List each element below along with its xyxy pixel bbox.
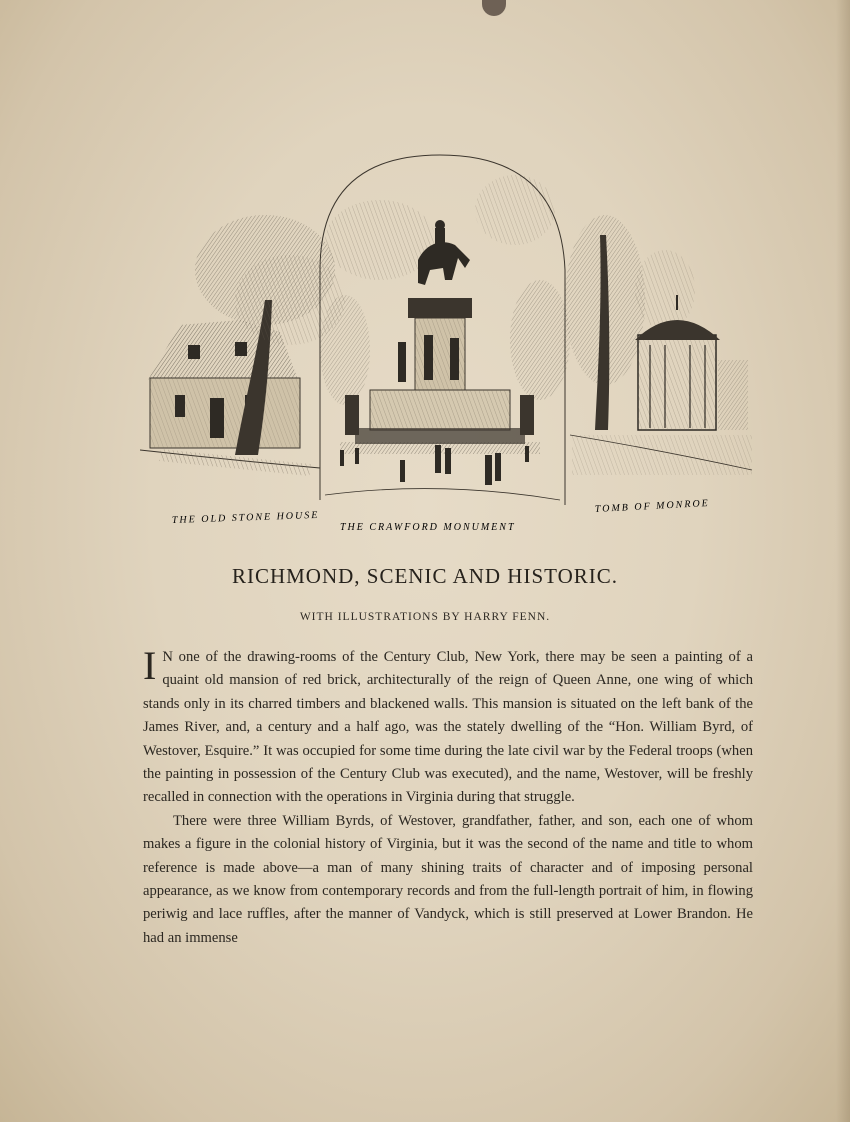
caption-crawford-monument: THE CRAWFORD MONUMENT	[340, 522, 516, 533]
caption-old-stone-house: THE OLD STONE HOUSE	[171, 509, 320, 526]
paragraph-1-text: N one of the drawing-rooms of the Century Club, New York, there may be seen a painting of a quaint old mansion of red brick, architecturally of the reign of Queen Anne, one wing of which stands only in its charred timbers and blackened walls. This mansion is situated on the left bank of the James River, and, a century and a half ago, was the stately dwelling of the “Hon. William Byrd, of Westover, Esquire.” It was occupied for some time during the late civil war by the Federal troops (when the painting in possession of the Century Club was executed), and the name, Westover, will be freshly recalled in connection with the operations in Virginia during that struggle.	[143, 649, 753, 806]
paragraph-1	[143, 643, 753, 810]
article-byline: WITH ILLUSTRATIONS BY HARRY FENN.	[299, 611, 551, 623]
page-edge-shadow	[836, 0, 850, 1122]
crawford-monument-scene	[320, 155, 570, 505]
caption-tomb-of-monroe: TOMB OF MONROE	[594, 497, 711, 515]
old-stone-house-scene	[140, 215, 345, 470]
binding-hole	[482, 0, 506, 16]
paragraph-2: There were three William Byrds, of Westover, grandfather, father, and son, each one of whom makes a figure in the colonial history of Virginia, but it was the second of the name and title to whom reference is made above—a man of many shining traits of character and of imposing personal appearance, as we know from contemporary records and from the full-length portrait of him, in flowing periwig and lace ruffles, after the manner of Vandyck, which is still preserved at Lower Brandon. He had an immense	[143, 812, 753, 946]
drop-cap: I	[143, 643, 157, 688]
article-body	[143, 643, 753, 950]
tomb-of-monroe-scene	[565, 215, 752, 475]
article-title: RICHMOND, SCENIC AND HISTORIC.	[231, 564, 619, 588]
engraving-illustration	[140, 150, 755, 540]
engraving-svg	[140, 150, 755, 540]
